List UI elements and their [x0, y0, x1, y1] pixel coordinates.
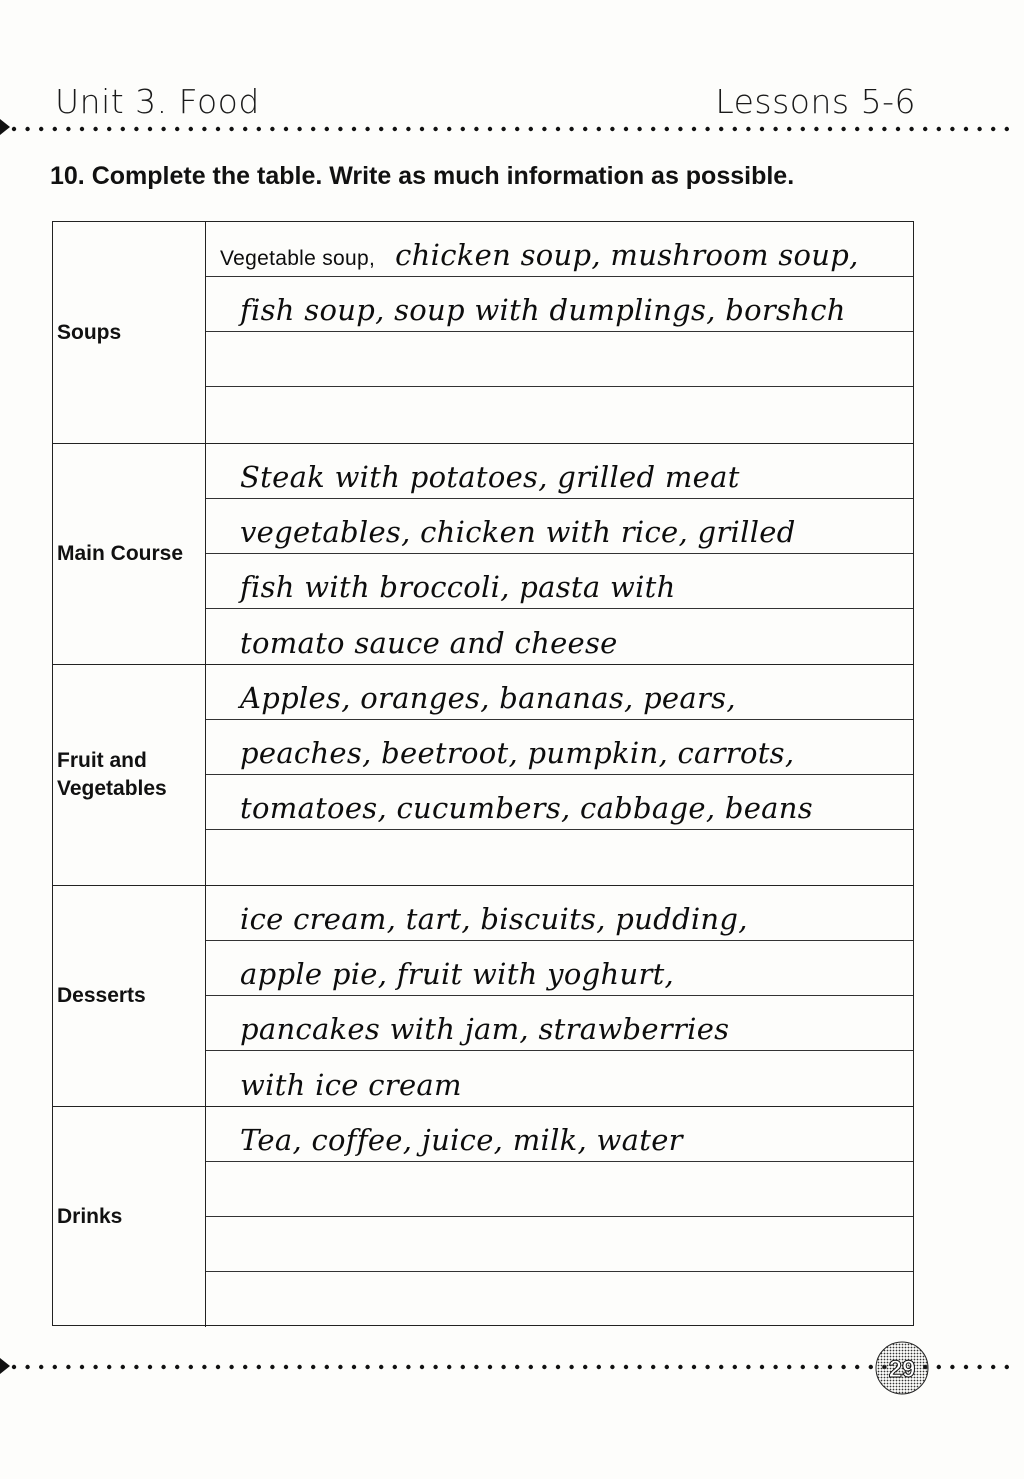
rule-dot: [501, 1365, 505, 1369]
rule-dot: [882, 127, 886, 131]
rule-dot: [325, 127, 329, 131]
rule-dot: [569, 127, 573, 131]
writing-line: [206, 554, 913, 609]
line-content: [220, 515, 796, 550]
rule-dot: [270, 1365, 274, 1369]
rule-dot: [719, 1365, 723, 1369]
rule-dot: [175, 1365, 179, 1369]
rule-dot: [53, 1365, 57, 1369]
rule-dot: [637, 1365, 641, 1369]
rule-dot: [365, 1365, 369, 1369]
writing-line: [206, 1217, 913, 1272]
exercise-instruction: 10. Complete the table. Write as much information as possible.: [50, 162, 795, 190]
rule-dot: [909, 127, 913, 131]
rule-dot: [161, 127, 165, 131]
rule-dot: [746, 127, 750, 131]
writing-line: [206, 720, 913, 775]
line-content: [220, 957, 674, 992]
food-table: [52, 221, 914, 1326]
left-arrow-mark-bottom: [0, 1358, 10, 1374]
table-row: [53, 885, 913, 1106]
rule-dot: [229, 127, 233, 131]
rule-dot: [39, 1365, 43, 1369]
rule-dot: [855, 127, 859, 131]
rule-dot: [542, 1365, 546, 1369]
writing-line: [206, 1272, 913, 1327]
rule-dot: [461, 1365, 465, 1369]
rule-dot: [964, 1365, 968, 1369]
rule-dot: [474, 127, 478, 131]
handwritten-answer: vegetables, chicken with rice, grilled: [240, 515, 796, 549]
rule-dot: [869, 127, 873, 131]
rule-dot: [175, 127, 179, 131]
rule-dot: [325, 1365, 329, 1369]
rule-dot: [243, 1365, 247, 1369]
category-label: [53, 444, 206, 664]
rule-dot: [977, 127, 981, 131]
writing-line: [206, 277, 913, 332]
line-content: [220, 293, 846, 328]
rule-dot: [161, 1365, 165, 1369]
left-arrow-mark: [0, 119, 10, 135]
rule-dot: [937, 127, 941, 131]
answer-area: [206, 665, 913, 885]
category-text: Soups: [57, 320, 122, 344]
rule-dot: [311, 127, 315, 131]
rule-dot: [937, 1365, 941, 1369]
rule-dot: [80, 1365, 84, 1369]
rule-dot: [705, 127, 709, 131]
rule-dot: [284, 127, 288, 131]
rule-dot: [801, 1365, 805, 1369]
rule-dot: [25, 127, 29, 131]
rule-dot: [841, 127, 845, 131]
line-content: [220, 736, 794, 771]
rule-dot: [665, 1365, 669, 1369]
handwritten-answer: peaches, beetroot, pumpkin, carrots,: [240, 736, 795, 770]
rule-dot: [406, 1365, 410, 1369]
writing-line: [206, 499, 913, 554]
rule-dot: [583, 127, 587, 131]
rule-dot: [66, 1365, 70, 1369]
rule-dot: [950, 127, 954, 131]
rule-dot: [529, 1365, 533, 1369]
printed-example: Vegetable soup,: [220, 247, 376, 270]
category-text: Desserts: [57, 984, 146, 1007]
rule-dot: [121, 1365, 125, 1369]
rule-dot: [474, 1365, 478, 1369]
handwritten-answer: Tea, coffee, juice, milk, water: [240, 1123, 683, 1157]
line-content: [220, 460, 740, 495]
answer-area: [206, 1107, 913, 1327]
rule-dot: [352, 127, 356, 131]
rule-dot: [869, 1365, 873, 1369]
rule-dot: [841, 1365, 845, 1369]
line-content: [220, 1068, 462, 1103]
top-dotted-rule: [0, 122, 1024, 136]
rule-dot: [338, 127, 342, 131]
writing-line: [206, 1107, 913, 1162]
rule-dot: [637, 127, 641, 131]
rule-dot: [379, 127, 383, 131]
rule-dot: [284, 1365, 288, 1369]
rule-dot: [257, 127, 261, 131]
writing-line: [206, 941, 913, 996]
rule-dot: [12, 1365, 16, 1369]
handwritten-answer: pancakes with jam, strawberries: [240, 1012, 730, 1046]
line-content: [220, 791, 813, 826]
rule-dot: [338, 1365, 342, 1369]
rule-dot: [488, 127, 492, 131]
rule-dot: [216, 127, 220, 131]
category-text: Main Course: [57, 542, 184, 565]
rule-dot: [828, 127, 832, 131]
rule-dot: [678, 1365, 682, 1369]
line-content: [220, 570, 676, 605]
rule-dot: [597, 127, 601, 131]
rule-dot: [202, 1365, 206, 1369]
rule-dot: [406, 127, 410, 131]
rule-dot: [529, 127, 533, 131]
rule-dot: [53, 127, 57, 131]
rule-dot: [433, 127, 437, 131]
rule-dot: [705, 1365, 709, 1369]
rule-dot: [270, 127, 274, 131]
rule-dot: [297, 1365, 301, 1369]
writing-line: [206, 387, 913, 442]
rule-dot: [950, 1365, 954, 1369]
rule-dot: [25, 1365, 29, 1369]
answer-area: [206, 444, 913, 664]
rule-dot: [787, 1365, 791, 1369]
writing-line: [206, 1051, 913, 1106]
handwritten-answer: with ice cream: [240, 1068, 462, 1102]
rule-dot: [311, 1365, 315, 1369]
handwritten-answer: tomato sauce and cheese: [240, 626, 618, 660]
rule-dot: [542, 127, 546, 131]
rule-dot: [923, 127, 927, 131]
page-badge-icon: [874, 1340, 930, 1396]
rule-dot: [1005, 127, 1009, 131]
category-label: [53, 886, 206, 1106]
rule-dot: [610, 127, 614, 131]
rule-dot: [393, 127, 397, 131]
bottom-dotted-rule: [0, 1360, 1024, 1374]
rule-dot: [556, 127, 560, 131]
rule-dot: [773, 127, 777, 131]
rule-dot: [515, 127, 519, 131]
handwritten-answer: apple pie, fruit with yoghurt,: [240, 957, 675, 991]
line-content: [220, 681, 736, 716]
rule-dot: [556, 1365, 560, 1369]
rule-dot: [773, 1365, 777, 1369]
answer-area: [206, 222, 913, 443]
lessons-label: Lessons 5-6: [715, 81, 916, 121]
rule-dot: [12, 127, 16, 131]
rule-dot: [447, 127, 451, 131]
rule-dot: [814, 1365, 818, 1369]
rule-dot: [692, 127, 696, 131]
rule-dot: [719, 127, 723, 131]
rule-dot: [39, 127, 43, 131]
answer-area: [206, 886, 913, 1106]
rule-dot: [189, 127, 193, 131]
handwritten-answer: chicken soup, mushroom soup,: [395, 238, 859, 272]
rule-dot: [80, 127, 84, 131]
rule-dot: [801, 127, 805, 131]
rule-dot: [461, 127, 465, 131]
handwritten-answer: tomatoes, cucumbers, cabbage, beans: [240, 791, 813, 825]
rule-dot: [678, 127, 682, 131]
page-number-badge: [874, 1340, 930, 1396]
category-label: [53, 665, 206, 885]
rule-dot: [814, 127, 818, 131]
rule-dot: [420, 1365, 424, 1369]
handwritten-answer: fish soup, soup with dumplings, borshch: [240, 293, 846, 327]
rule-dot: [665, 127, 669, 131]
rule-dot: [855, 1365, 859, 1369]
rule-dot: [243, 127, 247, 131]
rule-dot: [365, 127, 369, 131]
unit-title: Unit 3. Food: [55, 81, 260, 121]
rule-dot: [569, 1365, 573, 1369]
writing-line: [206, 665, 913, 720]
rule-dot: [420, 127, 424, 131]
line-content: [220, 1123, 683, 1158]
writing-line: [206, 444, 913, 499]
rule-dot: [148, 127, 152, 131]
writing-line: [206, 332, 913, 387]
page-number: 29: [888, 1356, 916, 1383]
rule-dot: [121, 127, 125, 131]
rule-dot: [610, 1365, 614, 1369]
category-text: Drinks: [57, 1205, 123, 1228]
rule-dot: [148, 1365, 152, 1369]
line-content: [220, 238, 859, 273]
rule-dot: [624, 1365, 628, 1369]
line-content: [220, 626, 618, 661]
table-row: [53, 664, 913, 885]
writing-line: [206, 830, 913, 885]
rule-dot: [447, 1365, 451, 1369]
rule-dot: [991, 127, 995, 131]
writing-line: [206, 775, 913, 830]
rule-dot: [828, 1365, 832, 1369]
page-header: [55, 78, 916, 124]
rule-dot: [1005, 1365, 1009, 1369]
writing-line: [206, 886, 913, 941]
rule-dot: [379, 1365, 383, 1369]
rule-dot: [93, 127, 97, 131]
handwritten-answer: Steak with potatoes, grilled meat: [240, 460, 740, 494]
rule-dot: [66, 127, 70, 131]
rule-dot: [692, 1365, 696, 1369]
rule-dot: [896, 127, 900, 131]
rule-dot: [583, 1365, 587, 1369]
rule-dot: [733, 1365, 737, 1369]
rule-dot: [787, 127, 791, 131]
rule-dot: [991, 1365, 995, 1369]
writing-line: [206, 609, 913, 664]
rule-dot: [257, 1365, 261, 1369]
line-content: [220, 902, 748, 937]
rule-dot: [107, 127, 111, 131]
rule-dot: [202, 127, 206, 131]
rule-dot: [651, 1365, 655, 1369]
writing-line: [206, 1162, 913, 1217]
handwritten-answer: ice cream, tart, biscuits, pudding,: [240, 902, 748, 936]
rule-dot: [515, 1365, 519, 1369]
rule-dot: [107, 1365, 111, 1369]
rule-dot: [229, 1365, 233, 1369]
rule-dot: [134, 1365, 138, 1369]
category-text: Fruit and Vegetables: [57, 749, 167, 800]
writing-line: [206, 996, 913, 1051]
rule-dot: [134, 127, 138, 131]
rule-dot: [746, 1365, 750, 1369]
rule-dot: [597, 1365, 601, 1369]
table-row: [53, 443, 913, 664]
line-content: [220, 1012, 729, 1047]
rule-dot: [760, 127, 764, 131]
rule-dot: [651, 127, 655, 131]
rule-dot: [760, 1365, 764, 1369]
rule-dot: [501, 127, 505, 131]
handwritten-answer: Apples, oranges, bananas, pears,: [240, 681, 736, 715]
rule-dot: [297, 127, 301, 131]
rule-dot: [93, 1365, 97, 1369]
rule-dot: [189, 1365, 193, 1369]
table-row: [53, 1106, 913, 1327]
rule-dot: [624, 127, 628, 131]
rule-dot: [433, 1365, 437, 1369]
handwritten-answer: fish with broccoli, pasta with: [240, 570, 676, 604]
rule-dot: [733, 127, 737, 131]
table-row: [53, 222, 913, 443]
rule-dot: [352, 1365, 356, 1369]
rule-dot: [393, 1365, 397, 1369]
rule-dot: [977, 1365, 981, 1369]
rule-dot: [964, 127, 968, 131]
rule-dot: [488, 1365, 492, 1369]
category-label: [53, 222, 206, 443]
writing-line: [206, 222, 913, 277]
rule-dot: [216, 1365, 220, 1369]
category-label: [53, 1107, 206, 1327]
